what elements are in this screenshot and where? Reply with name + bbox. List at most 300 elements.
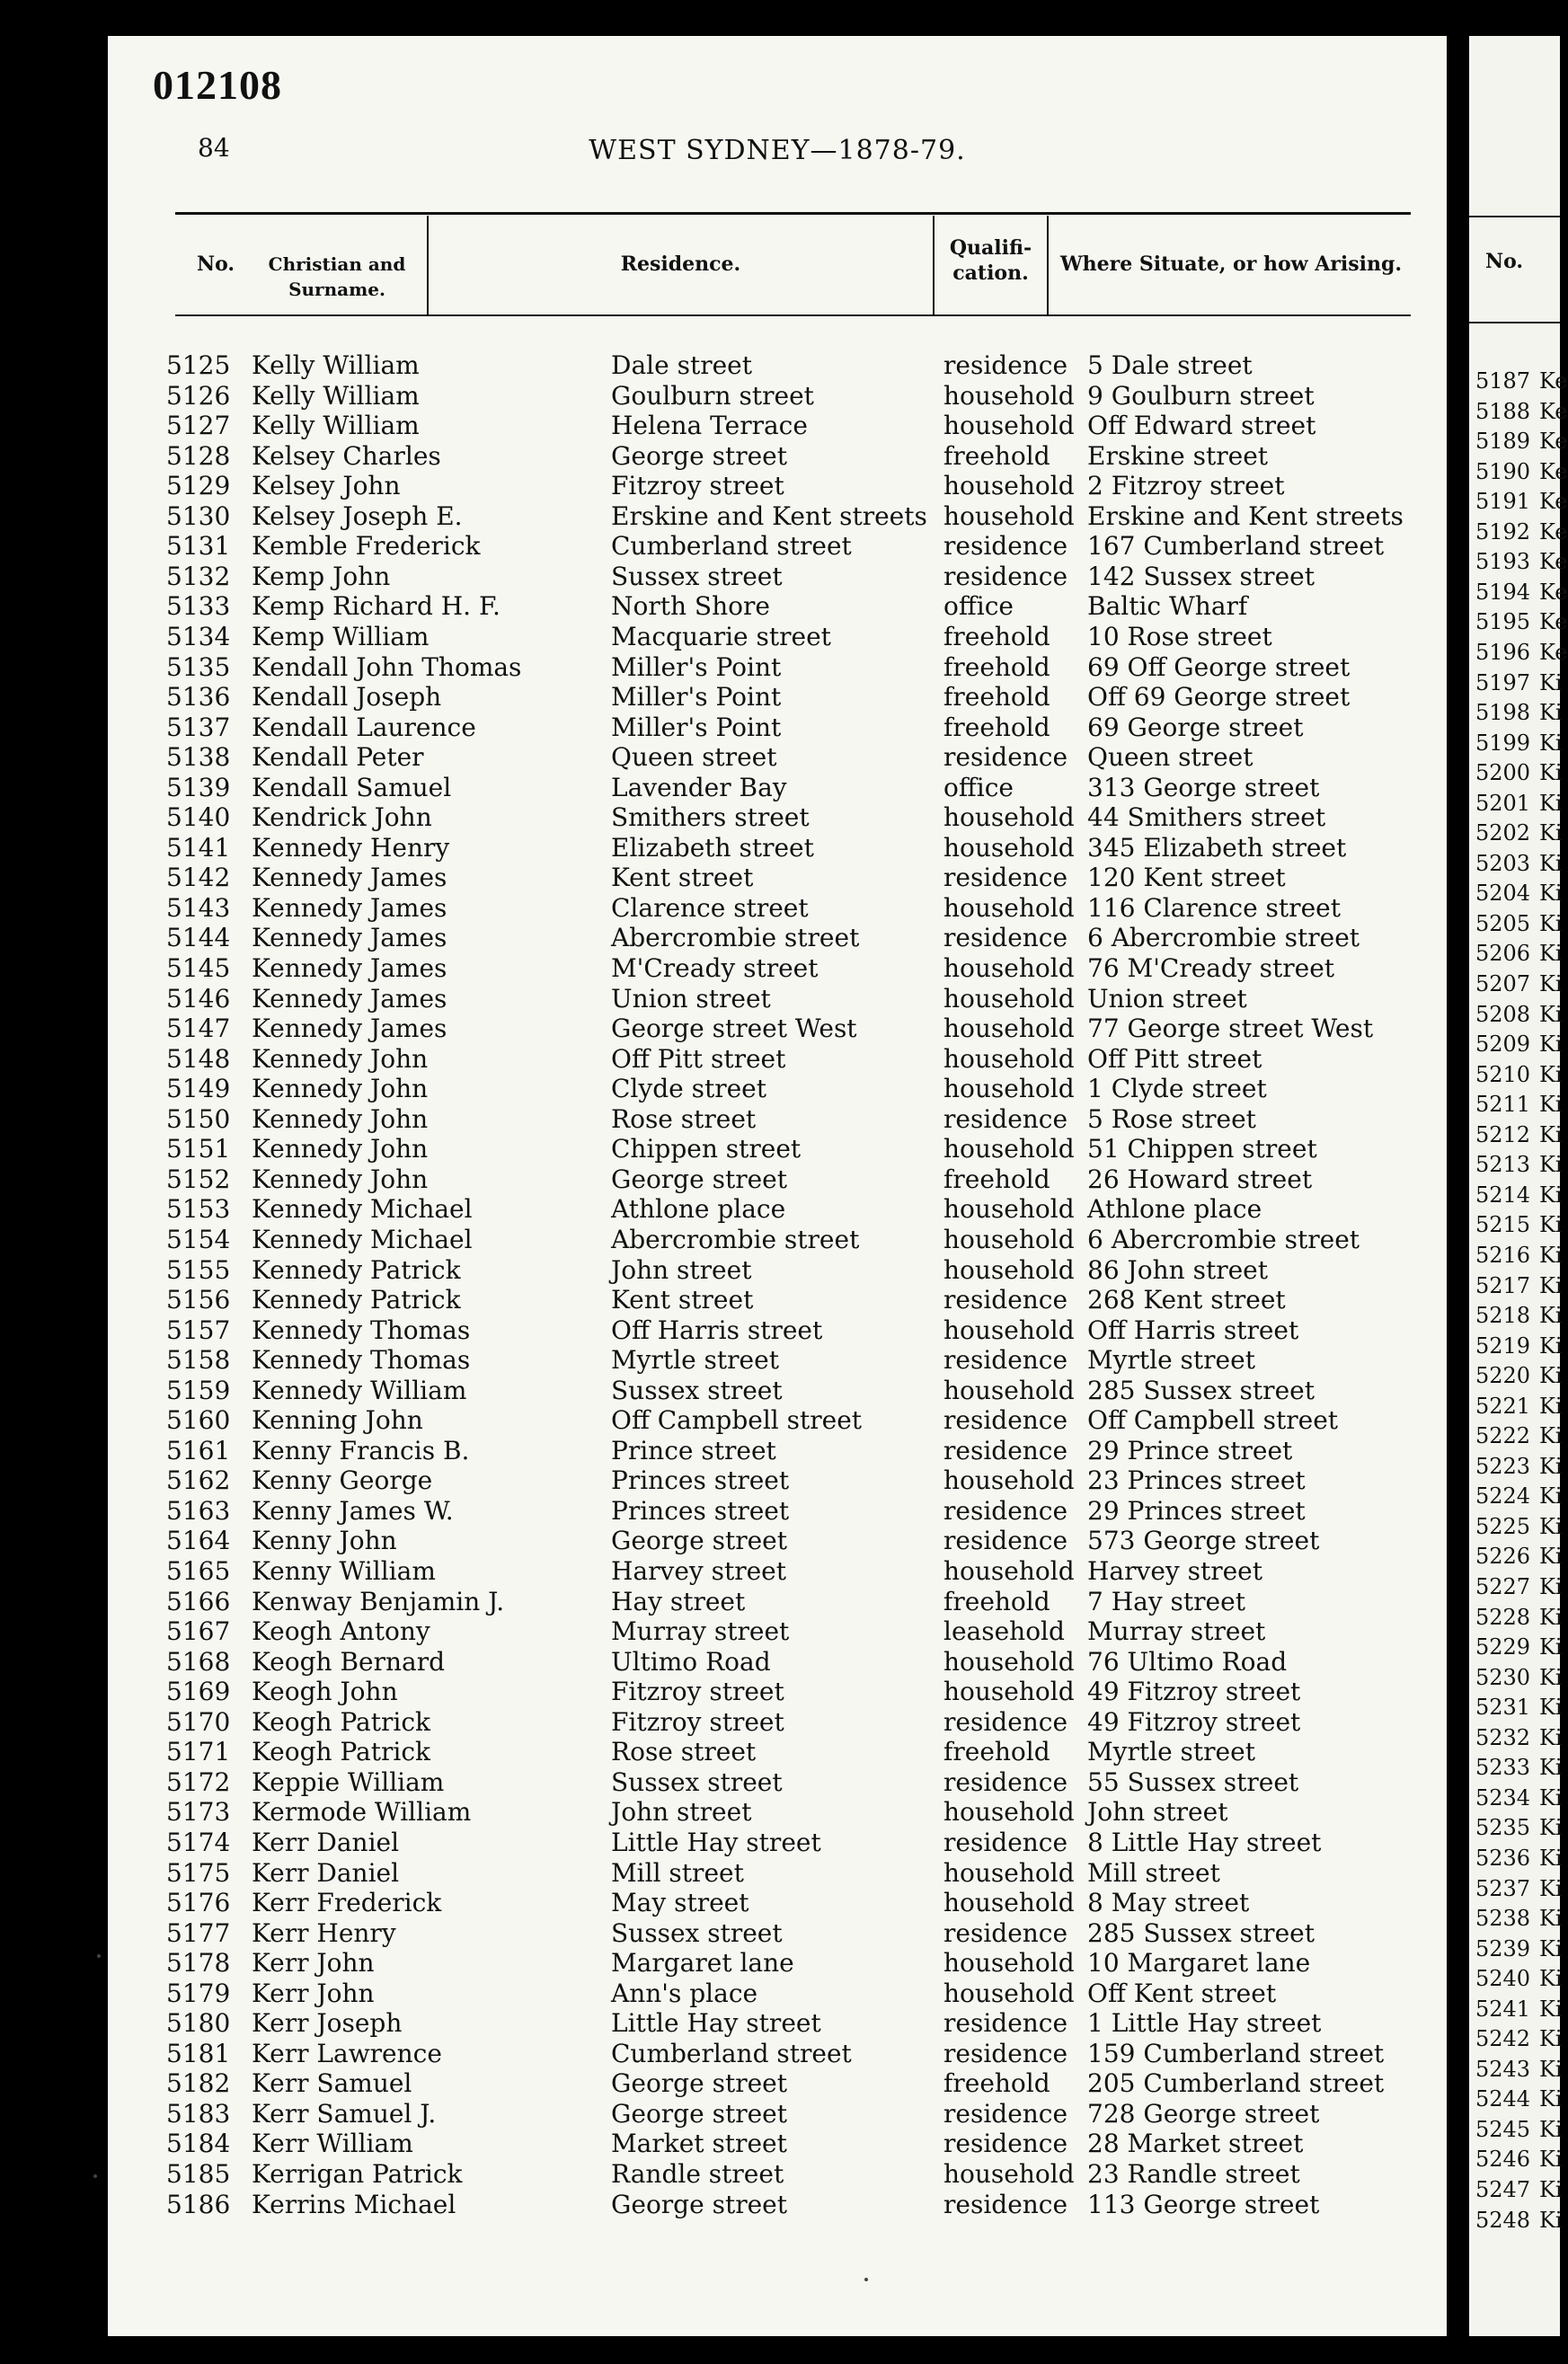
facing-elector-name-fragment: Ki	[1539, 2177, 1563, 2202]
column-divider	[1047, 216, 1049, 316]
elector-number: 5126	[166, 380, 231, 411]
elector-name: Kerr Samuel J.	[252, 2098, 437, 2129]
elector-name: Kemble Frederick	[252, 531, 481, 562]
elector-name: Kennedy John	[252, 1134, 429, 1164]
elector-number: 5153	[166, 1194, 231, 1225]
table-row	[108, 1526, 1447, 1555]
facing-table-row	[1469, 2177, 1563, 2207]
elector-name: Kennedy John	[252, 1043, 429, 1074]
elector-number: 5130	[166, 500, 231, 531]
facing-table-row	[1469, 1393, 1563, 1423]
facing-elector-number: 5215	[1475, 1212, 1531, 1238]
table-row	[108, 2068, 1447, 2098]
facing-elector-name-fragment: Ke	[1539, 429, 1568, 455]
elector-name: Kerr Lawrence	[252, 2038, 442, 2068]
elector-qualification: household	[943, 1888, 1075, 1918]
facing-table-row	[1469, 2116, 1563, 2147]
elector-residence: Murray street	[611, 1616, 790, 1647]
elector-property-location: 55 Sussex street	[1087, 1766, 1299, 1797]
scan-speck	[97, 1954, 101, 1958]
elector-qualification: residence	[943, 1435, 1068, 1465]
elector-qualification: freehold	[943, 1586, 1050, 1616]
elector-residence: Randle street	[611, 2159, 784, 2189]
facing-table-row	[1469, 1272, 1563, 1303]
elector-residence: Miller's Point	[611, 682, 782, 713]
elector-qualification: residence	[943, 1495, 1068, 1526]
table-row	[108, 381, 1447, 411]
elector-name: Kendrick John	[252, 802, 432, 833]
facing-elector-name-fragment: Ki	[1539, 1724, 1563, 1750]
facing-table-row	[1469, 941, 1563, 970]
facing-elector-name-fragment: Ki	[1539, 1363, 1563, 1389]
elector-qualification: freehold	[943, 682, 1050, 713]
elector-property-location: 44 Smithers street	[1087, 802, 1326, 833]
facing-table-row	[1469, 1634, 1563, 1664]
column-header-where: Where Situate, or how Arising.	[1059, 252, 1403, 276]
elector-name: Kennedy John	[252, 1074, 429, 1104]
facing-elector-number: 5190	[1475, 458, 1531, 484]
elector-qualification: household	[943, 500, 1075, 531]
elector-name: Kennedy William	[252, 1375, 467, 1405]
elector-name: Kerr John	[252, 1948, 375, 1979]
elector-name: Kenny Francis B.	[252, 1435, 470, 1465]
elector-property-location: 77 George street West	[1087, 1014, 1374, 1044]
facing-elector-name-fragment: Ki	[1539, 1272, 1563, 1298]
facing-elector-name-fragment: Ki	[1539, 1001, 1563, 1027]
table-row	[108, 1707, 1447, 1737]
facing-elector-name-fragment: Ki	[1539, 1182, 1563, 1208]
facing-elector-name-fragment: Ke	[1539, 458, 1568, 484]
elector-qualification: residence	[943, 1827, 1068, 1857]
elector-residence: Off Campbell street	[611, 1405, 863, 1436]
elector-name: Kerrins Michael	[252, 2189, 456, 2219]
elector-number: 5184	[166, 2129, 231, 2159]
facing-elector-number: 5224	[1475, 1483, 1531, 1510]
facing-elector-name-fragment: Ki	[1539, 2056, 1563, 2082]
elector-residence: Hay street	[611, 1586, 746, 1616]
elector-residence: Chippen street	[611, 1134, 802, 1164]
facing-elector-name-fragment: Ki	[1539, 1664, 1563, 1690]
elector-name: Kennedy James	[252, 1014, 447, 1044]
facing-elector-name-fragment: Ki	[1539, 1966, 1563, 1992]
elector-number: 5174	[166, 1827, 231, 1857]
facing-table-row	[1469, 1242, 1563, 1272]
elector-property-location: 113 George street	[1087, 2189, 1320, 2219]
running-head: WEST SYDNEY—1878-79.	[589, 135, 966, 166]
elector-qualification: household	[943, 832, 1075, 863]
facing-elector-name-fragment: Ki	[1539, 1061, 1563, 1087]
facing-elector-number: 5229	[1475, 1634, 1531, 1660]
elector-residence: Abercrombie street	[611, 1224, 860, 1254]
table-row	[108, 923, 1447, 952]
facing-table-row	[1469, 1815, 1563, 1845]
facing-elector-name-fragment: Ki	[1539, 820, 1563, 846]
table-row	[108, 1255, 1447, 1285]
facing-elector-name-fragment: Ke	[1539, 368, 1568, 394]
facing-elector-number: 5203	[1475, 850, 1531, 876]
header-top-rule	[175, 212, 1411, 215]
table-row	[108, 1104, 1447, 1134]
elector-property-location: 285 Sussex street	[1087, 1917, 1315, 1948]
elector-residence: Princes street	[611, 1495, 790, 1526]
elector-property-location: 313 George street	[1087, 772, 1320, 802]
elector-property-location: 7 Hay street	[1087, 1586, 1245, 1616]
table-row	[108, 1647, 1447, 1677]
elector-property-location: 2 Fitzroy street	[1087, 471, 1285, 501]
elector-number: 5176	[166, 1888, 231, 1918]
elector-name: Kelsey Charles	[252, 440, 441, 471]
elector-property-location: 120 Kent street	[1087, 863, 1286, 893]
elector-name: Kermode William	[252, 1797, 472, 1828]
elector-property-location: Mill street	[1087, 1857, 1220, 1888]
table-row	[108, 1225, 1447, 1254]
table-row	[108, 1616, 1447, 1646]
facing-table-row	[1469, 1363, 1563, 1393]
facing-elector-number: 5208	[1475, 1001, 1531, 1027]
elector-qualification: household	[943, 1646, 1075, 1677]
elector-name: Kelly William	[252, 350, 420, 380]
elector-residence: Clyde street	[611, 1074, 766, 1104]
table-row	[108, 1556, 1447, 1586]
elector-qualification: household	[943, 1315, 1075, 1345]
elector-name: Keogh Bernard	[252, 1646, 446, 1677]
elector-residence: Mill street	[611, 1857, 744, 1888]
elector-qualification: residence	[943, 1103, 1068, 1134]
facing-elector-name-fragment: Ki	[1539, 2147, 1563, 2173]
table-row	[108, 1436, 1447, 1465]
elector-residence: Off Harris street	[611, 1315, 823, 1345]
elector-qualification: household	[943, 1134, 1075, 1164]
elector-number: 5147	[166, 1014, 231, 1044]
elector-name: Kemp John	[252, 561, 391, 591]
facing-elector-number: 5240	[1475, 1966, 1531, 1992]
elector-number: 5178	[166, 1948, 231, 1979]
elector-property-location: Myrtle street	[1087, 1345, 1255, 1376]
elector-residence: George street	[611, 1526, 787, 1556]
elector-property-location: Erskine street	[1087, 440, 1269, 471]
facing-elector-name-fragment: Ki	[1539, 1393, 1563, 1419]
facing-elector-number: 5192	[1475, 518, 1531, 545]
table-row	[108, 411, 1447, 440]
facing-elector-number: 5216	[1475, 1242, 1531, 1268]
table-row	[108, 350, 1447, 380]
facing-elector-number: 5187	[1475, 368, 1531, 394]
facing-elector-number: 5214	[1475, 1182, 1531, 1208]
facing-elector-name-fragment: Ki	[1539, 1303, 1563, 1329]
elector-name: Kenny John	[252, 1526, 397, 1556]
facing-elector-number: 5226	[1475, 1544, 1531, 1570]
elector-property-location: 10 Margaret lane	[1087, 1948, 1311, 1979]
facing-elector-name-fragment: Ki	[1539, 669, 1563, 695]
table-row	[108, 1164, 1447, 1194]
facing-elector-number: 5199	[1475, 730, 1531, 756]
elector-property-location: 23 Randle street	[1087, 2159, 1300, 2189]
facing-elector-number: 5198	[1475, 700, 1531, 726]
facing-table-row	[1469, 790, 1563, 820]
table-row	[108, 1948, 1447, 1978]
facing-elector-number: 5210	[1475, 1061, 1531, 1087]
table-row	[108, 1376, 1447, 1405]
facing-elector-name-fragment: Ki	[1539, 1031, 1563, 1058]
facing-elector-name-fragment: Ki	[1539, 910, 1563, 936]
elector-number: 5148	[166, 1043, 231, 1074]
elector-residence: Fitzroy street	[611, 1706, 784, 1737]
elector-number: 5139	[166, 772, 231, 802]
elector-number: 5145	[166, 953, 231, 983]
column-header-qualification: Qualifi- cation.	[949, 236, 1032, 285]
table-row	[108, 1134, 1447, 1164]
facing-elector-number: 5225	[1475, 1513, 1531, 1539]
facing-table-row	[1469, 429, 1568, 458]
elector-name: Kerr Frederick	[252, 1888, 442, 1918]
elector-qualification: household	[943, 1014, 1075, 1044]
table-row	[108, 441, 1447, 471]
facing-table-row	[1469, 700, 1563, 730]
elector-property-location: 6 Abercrombie street	[1087, 1224, 1360, 1254]
elector-name: Keogh Antony	[252, 1616, 430, 1647]
scan-speck	[864, 2278, 868, 2281]
facing-elector-number: 5191	[1475, 489, 1531, 515]
elector-name: Kerrigan Patrick	[252, 2159, 463, 2189]
table-row	[108, 1979, 1447, 2008]
facing-elector-number: 5218	[1475, 1303, 1531, 1329]
facing-table-row	[1469, 971, 1563, 1001]
facing-elector-number: 5188	[1475, 398, 1531, 424]
elector-qualification: residence	[943, 2038, 1068, 2068]
elector-number: 5125	[166, 350, 231, 380]
facing-table-row	[1469, 2086, 1563, 2116]
facing-table-row	[1469, 1695, 1563, 1724]
elector-name: Kenway Benjamin J.	[252, 1586, 505, 1616]
elector-name: Kennedy Thomas	[252, 1345, 471, 1376]
elector-qualification: household	[943, 1465, 1075, 1496]
elector-number: 5162	[166, 1465, 231, 1496]
facing-elector-number: 5246	[1475, 2147, 1531, 2173]
facing-elector-number: 5235	[1475, 1815, 1531, 1841]
table-row	[108, 682, 1447, 712]
facing-table-row	[1469, 2207, 1563, 2237]
facing-elector-name-fragment: Ki	[1539, 1453, 1563, 1479]
elector-property-location: Off Harris street	[1087, 1315, 1299, 1345]
facing-elector-number: 5239	[1475, 1935, 1531, 1961]
elector-number: 5182	[166, 2068, 231, 2099]
elector-property-location: 76 Ultimo Road	[1087, 1646, 1288, 1677]
facing-elector-name-fragment: Ki	[1539, 1152, 1563, 1178]
elector-property-location: Myrtle street	[1087, 1737, 1255, 1767]
table-row	[108, 1496, 1447, 1526]
elector-property-location: 142 Sussex street	[1087, 561, 1315, 591]
elector-property-location: 1 Little Hay street	[1087, 2008, 1322, 2039]
facing-elector-name-fragment: Ke	[1539, 518, 1568, 545]
table-row	[108, 2099, 1447, 2129]
elector-name: Kendall Peter	[252, 742, 424, 773]
facing-table-row	[1469, 1483, 1563, 1513]
facing-elector-number: 5228	[1475, 1604, 1531, 1630]
elector-qualification: residence	[943, 561, 1068, 591]
facing-table-row	[1469, 1453, 1563, 1483]
table-row	[108, 2159, 1447, 2189]
elector-name: Keogh John	[252, 1677, 398, 1707]
elector-name: Kenny George	[252, 1465, 433, 1496]
elector-residence: Miller's Point	[611, 651, 782, 682]
elector-residence: Prince street	[611, 1435, 776, 1465]
facing-elector-name-fragment: Ki	[1539, 1513, 1563, 1539]
elector-property-location: Off Campbell street	[1087, 1405, 1339, 1436]
elector-property-location: Harvey street	[1087, 1556, 1263, 1586]
elector-residence: Little Hay street	[611, 1827, 821, 1857]
elector-number: 5137	[166, 712, 231, 742]
elector-name: Kemp Richard H. F.	[252, 591, 501, 622]
column-divider	[427, 216, 429, 316]
elector-name: Kerr Daniel	[252, 1857, 400, 1888]
elector-residence: Goulburn street	[611, 380, 814, 411]
elector-number: 5140	[166, 802, 231, 833]
facing-elector-number: 5238	[1475, 1906, 1531, 1932]
facing-table-row	[1469, 368, 1568, 398]
elector-name: Kennedy James	[252, 953, 447, 983]
table-row	[108, 1677, 1447, 1706]
elector-residence: Cumberland street	[611, 531, 852, 562]
header-bottom-rule	[175, 314, 1411, 316]
elector-residence: Rose street	[611, 1737, 757, 1767]
elector-number: 5151	[166, 1134, 231, 1164]
elector-number: 5186	[166, 2189, 231, 2219]
elector-residence: Kent street	[611, 863, 754, 893]
elector-qualification: household	[943, 380, 1075, 411]
elector-qualification: residence	[943, 1917, 1068, 1948]
table-row	[108, 1194, 1447, 1224]
elector-name: Kennedy James	[252, 863, 447, 893]
elector-residence: George street	[611, 2068, 787, 2099]
facing-elector-number: 5242	[1475, 2026, 1531, 2052]
elector-residence: Ultimo Road	[611, 1646, 771, 1677]
elector-qualification: household	[943, 2159, 1075, 2189]
elector-residence: Ann's place	[611, 1978, 758, 2008]
elector-name: Kennedy Michael	[252, 1224, 473, 1254]
facing-elector-name-fragment: Ki	[1539, 1845, 1563, 1871]
facing-table-row	[1469, 1724, 1563, 1755]
facing-elector-name-fragment: Ki	[1539, 1574, 1563, 1599]
facing-table-row	[1469, 850, 1563, 881]
table-row	[108, 2190, 1447, 2219]
facing-table-row	[1469, 1906, 1563, 1935]
elector-residence: Elizabeth street	[611, 832, 814, 863]
facing-elector-number: 5193	[1475, 549, 1531, 575]
facing-table-row	[1469, 489, 1568, 518]
facing-elector-name-fragment: Ke	[1539, 549, 1568, 575]
elector-name: Kennedy Patrick	[252, 1285, 461, 1315]
elector-number: 5181	[166, 2038, 231, 2068]
elector-qualification: residence	[943, 2189, 1068, 2219]
elector-residence: George street West	[611, 1014, 857, 1044]
table-row	[108, 1074, 1447, 1103]
elector-number: 5131	[166, 531, 231, 562]
facing-elector-number: 5222	[1475, 1423, 1531, 1449]
facing-table-row	[1469, 549, 1568, 579]
elector-property-location: 6 Abercrombie street	[1087, 923, 1360, 953]
elector-residence: Margaret lane	[611, 1948, 794, 1979]
facing-table-row	[1469, 1121, 1563, 1152]
facing-elector-number: 5230	[1475, 1664, 1531, 1690]
table-row	[108, 2039, 1447, 2068]
elector-number: 5128	[166, 440, 231, 471]
elector-number: 5132	[166, 561, 231, 591]
facing-table-row	[1469, 910, 1563, 941]
table-row	[108, 471, 1447, 500]
elector-qualification: household	[943, 1194, 1075, 1225]
facing-table-row	[1469, 1574, 1563, 1604]
elector-qualification: residence	[943, 863, 1068, 893]
column-header-name: Christian and Surname.	[268, 253, 406, 300]
facing-table-row	[1469, 458, 1568, 489]
elector-residence: George street	[611, 2189, 787, 2219]
elector-name: Keogh Patrick	[252, 1706, 430, 1737]
facing-table-row	[1469, 1212, 1563, 1242]
elector-residence: Harvey street	[611, 1556, 787, 1586]
document-page	[108, 36, 1447, 2336]
elector-name: Kennedy Henry	[252, 832, 450, 863]
elector-property-location: Murray street	[1087, 1616, 1266, 1647]
elector-name: Kendall Laurence	[252, 712, 476, 742]
elector-number: 5168	[166, 1646, 231, 1677]
facing-elector-name-fragment: Ki	[1539, 1544, 1563, 1570]
facing-elector-name-fragment: Ke	[1539, 609, 1568, 635]
table-row	[108, 833, 1447, 863]
elector-number: 5179	[166, 1978, 231, 2008]
facing-table-row	[1469, 1935, 1563, 1966]
facing-table-row	[1469, 1664, 1563, 1695]
elector-qualification: residence	[943, 1405, 1068, 1436]
elector-qualification: leasehold	[943, 1616, 1065, 1647]
elector-number: 5127	[166, 411, 231, 441]
facing-elector-name-fragment: Ke	[1539, 398, 1568, 424]
table-row	[108, 1737, 1447, 1766]
elector-residence: Off Pitt street	[611, 1043, 786, 1074]
elector-qualification: household	[943, 1375, 1075, 1405]
elector-residence: Smithers street	[611, 802, 810, 833]
facing-elector-number: 5248	[1475, 2207, 1531, 2233]
elector-qualification: freehold	[943, 440, 1050, 471]
elector-name: Kendall John Thomas	[252, 651, 522, 682]
elector-property-location: 23 Princes street	[1087, 1465, 1306, 1496]
elector-number: 5133	[166, 591, 231, 622]
elector-residence: George street	[611, 2098, 787, 2129]
elector-residence: Union street	[611, 983, 771, 1014]
facing-header-bottom-rule	[1469, 322, 1560, 323]
elector-property-location: Off 69 George street	[1087, 682, 1351, 713]
elector-number: 5183	[166, 2098, 231, 2129]
facing-table-row	[1469, 1152, 1563, 1182]
facing-elector-number: 5197	[1475, 669, 1531, 695]
facing-elector-name-fragment: Ki	[1539, 1755, 1563, 1781]
elector-property-location: 5 Dale street	[1087, 350, 1253, 380]
facing-elector-number: 5217	[1475, 1272, 1531, 1298]
elector-qualification: household	[943, 953, 1075, 983]
elector-qualification: residence	[943, 531, 1068, 562]
elector-number: 5146	[166, 983, 231, 1014]
table-row	[108, 1828, 1447, 1857]
elector-number: 5156	[166, 1285, 231, 1315]
elector-name: Kerr John	[252, 1978, 375, 2008]
facing-elector-name-fragment: Ki	[1539, 1875, 1563, 1901]
elector-property-location: Queen street	[1087, 742, 1254, 773]
elector-property-location: 26 Howard street	[1087, 1164, 1313, 1194]
facing-elector-number: 5244	[1475, 2086, 1531, 2112]
facing-table-row	[1469, 820, 1563, 850]
elector-residence: Lavender Bay	[611, 772, 787, 802]
table-row	[108, 742, 1447, 772]
elector-number: 5171	[166, 1737, 231, 1767]
